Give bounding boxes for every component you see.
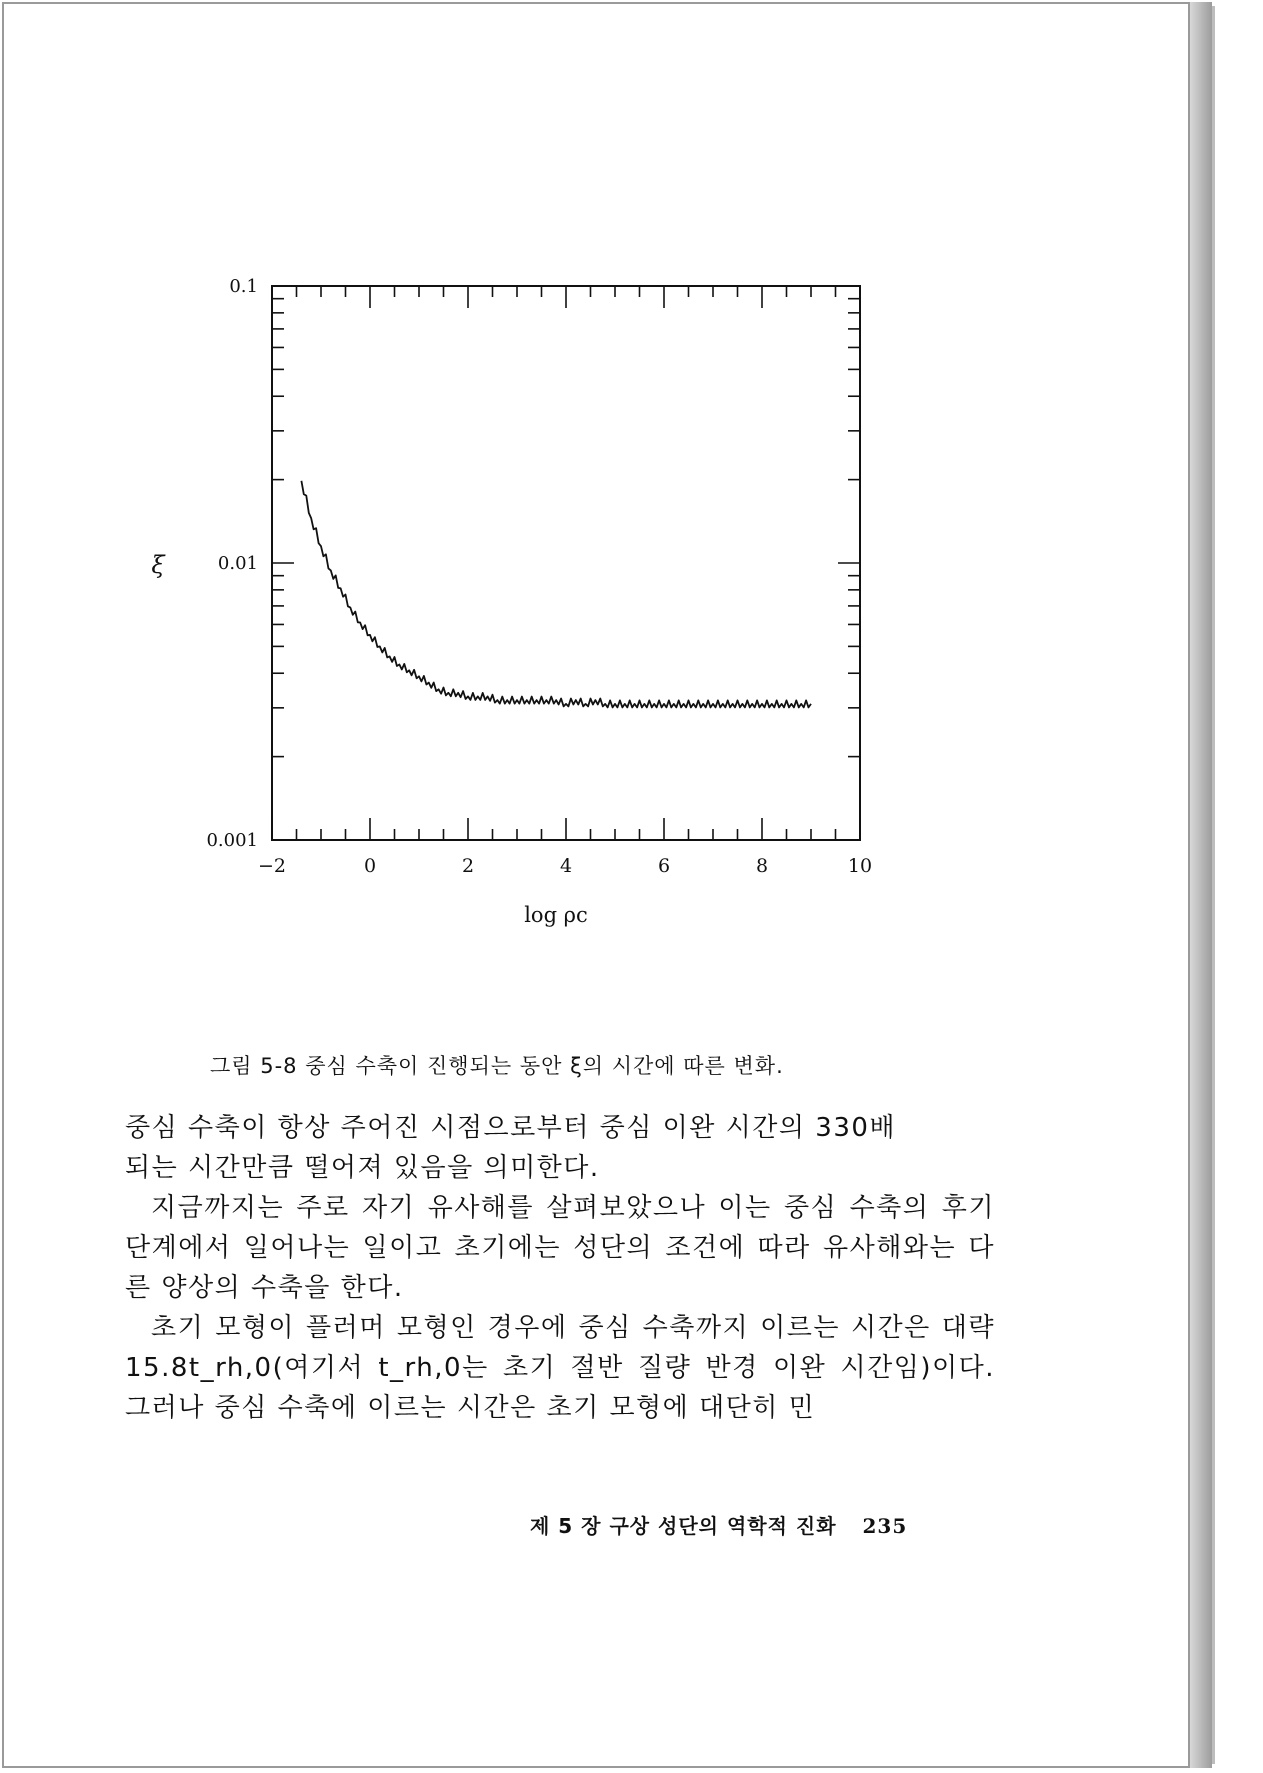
page-number: 235 xyxy=(862,1514,908,1538)
body-text xyxy=(125,1108,995,1428)
y-tick-label: 0.1 xyxy=(229,276,258,297)
page-edge-line xyxy=(1212,6,1215,1764)
x-tick-label: 2 xyxy=(461,855,475,877)
page-edge xyxy=(1190,2,1212,1768)
paragraph-2: 지금까지는 주로 자기 유사해를 살펴보았으나 이는 중심 수축의 후기 단계에서 일어나는 일이고 초기에는 성단의 조건에 따라 유사해와는 다른 양상의 수축을 한다. xyxy=(125,1193,995,1303)
xi-series-line xyxy=(301,481,811,708)
figure-caption: 그림 5-8 중심 수축이 진행되는 동안 ξ의 시간에 따른 변화. xyxy=(210,1054,784,1078)
paragraph-1-line-1: 중심 수축이 항상 주어진 시점으로부터 중심 이완 시간의 330배 xyxy=(125,1113,897,1143)
x-axis-label: log ρc xyxy=(524,903,588,927)
x-tick-label: 8 xyxy=(755,855,769,877)
y-tick-label: 0.01 xyxy=(217,553,258,574)
chapter-title: 제 5 장 구상 성단의 역학적 진화 xyxy=(530,1514,837,1538)
plot-frame xyxy=(272,286,860,840)
y-axis-label: ξ xyxy=(151,551,165,579)
x-tick-label: 4 xyxy=(559,855,573,877)
page-footer xyxy=(530,1510,907,1539)
y-tick-label: 0.001 xyxy=(206,830,258,851)
x-tick-label: 10 xyxy=(847,855,873,877)
paragraph-1-line-2: 되는 시간만큼 떨어져 있음을 의미한다. xyxy=(125,1153,600,1183)
x-tick-label: −2 xyxy=(257,855,287,877)
x-tick-label: 6 xyxy=(657,855,671,877)
paragraph-3: 초기 모형이 플러머 모형인 경우에 중심 수축까지 이르는 시간은 대략 15.8t_rh,0(여기서 t_rh,0는 초기 절반 질량 반경 이완 시간임)이다. 그러나 중심 수축에 이르는 시간은 초기 모형에 대단히 민 xyxy=(125,1313,995,1423)
xi-vs-log-rho-chart xyxy=(151,255,1000,1035)
x-tick-label: 0 xyxy=(363,855,377,877)
